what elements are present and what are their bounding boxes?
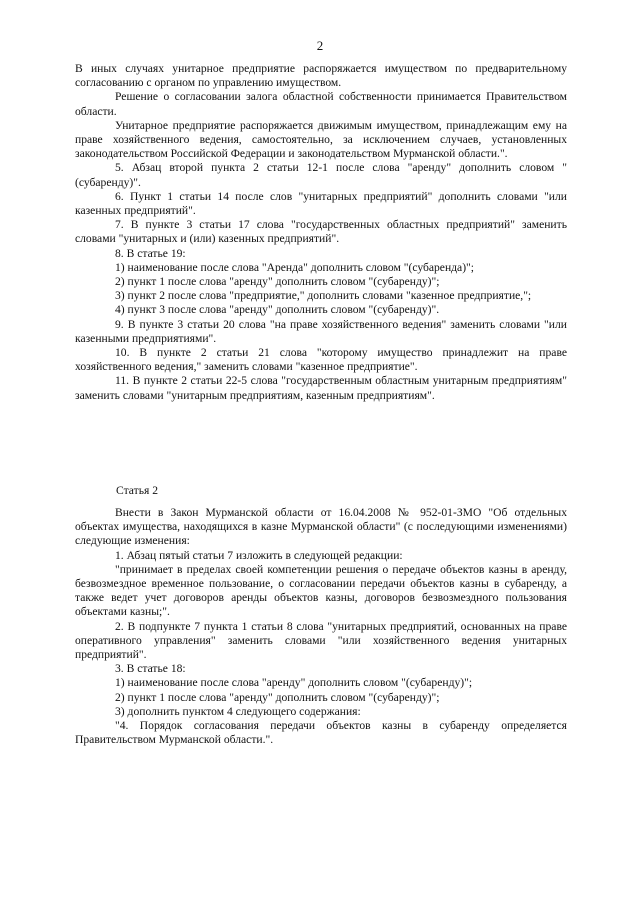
- paragraph: 7. В пункте 3 статьи 17 слова "государственных областных предприятий" заменить словами "унитарных и (или) казенных предприятий".: [75, 218, 567, 246]
- page-number: 2: [316, 38, 324, 53]
- paragraph: Унитарное предприятие распоряжается движимым имуществом, принадлежащим ему на праве хозяйственного ведения, самостоятельно, за исключением случаев, установленных законодательством Российской Федерации и законодательством Мурманской области.".: [75, 118, 567, 161]
- paragraph: 2) пункт 1 после слова "аренду" дополнить словом "(субаренду)";: [115, 690, 440, 704]
- article-2-body: [75, 506, 567, 747]
- paragraph: 8. В статье 19:: [115, 246, 186, 260]
- paragraph: Внести в Закон Мурманской области от 16.04.2008 № 952-01-ЗМО "Об отдельных объектах имущества, находящихся в казне Мурманской области" (с последующими изменениями) следующие изменения:: [75, 506, 567, 548]
- paragraph: 2) пункт 1 после слова "аренду" дополнить словом "(субаренду)";: [115, 275, 440, 289]
- paragraph: 3) пункт 2 после слова "предприятие," дополнить словами "казенное предприятие,";: [115, 289, 532, 303]
- paragraph: 1. Абзац пятый статьи 7 изложить в следующей редакции:: [115, 548, 403, 562]
- paragraph: 11. В пункте 2 статьи 22-5 слова "государственным областным унитарным предприятиям" заменить словами "унитарным предприятиям, казенным предприятиям".: [75, 374, 567, 402]
- paragraph: 5. Абзац второй пункта 2 статьи 12-1 после слова "аренду" дополнить словом "(субаренду)".: [75, 161, 567, 189]
- paragraph: 6. Пункт 1 статьи 14 после слов "унитарных предприятий" дополнить словами "или казенных предприятий".: [75, 189, 567, 218]
- paragraph: 3. В статье 18:: [115, 662, 186, 676]
- article-heading: Статья 2: [116, 484, 159, 497]
- paragraph: "4. Порядок согласования передачи объектов казны в субаренду определяется Правительством Мурманской области.".: [75, 719, 567, 747]
- amendments-continued: [75, 62, 567, 403]
- paragraph: Решение о согласовании залога областной собственности принимается Правительством области.: [75, 90, 567, 118]
- paragraph: 4) пункт 3 после слова "аренду" дополнить словом "(субаренду)".: [115, 303, 440, 317]
- paragraph: 1) наименование после слова "аренду" дополнить словом "(субаренду)";: [115, 676, 473, 690]
- paragraph: "принимает в пределах своей компетенции решения о передаче объектов казны в аренду, безвозмездное временное пользование, о согласовании передачи объектов казны в субаренду, а также ведет учет договоров аренды объектов казны, договоров безвозмездного пользования объектами казны;".: [75, 562, 567, 619]
- paragraph: 1) наименование после слова "Аренда" дополнить словом "(субаренда)";: [115, 260, 475, 274]
- paragraph: 2. В подпункте 7 пункта 1 статьи 8 слова "унитарных предприятий, основанных на праве оперативного управления" заменить словами "или хозяйственного ведения унитарных предприятий".: [75, 619, 567, 662]
- paragraph: 9. В пункте 3 статьи 20 слова "на праве хозяйственного ведения" заменить словами "или казенными предприятиями".: [75, 317, 567, 345]
- paragraph: В иных случаях унитарное предприятие распоряжается имуществом по предварительному согласованию с органом по управлению имуществом.: [75, 62, 567, 90]
- paragraph: 10. В пункте 2 статьи 21 слова "которому имущество принадлежит на праве хозяйственного ведения," заменить словами "казенное предприятие".: [75, 346, 567, 374]
- paragraph: 3) дополнить пунктом 4 следующего содержания:: [115, 704, 361, 718]
